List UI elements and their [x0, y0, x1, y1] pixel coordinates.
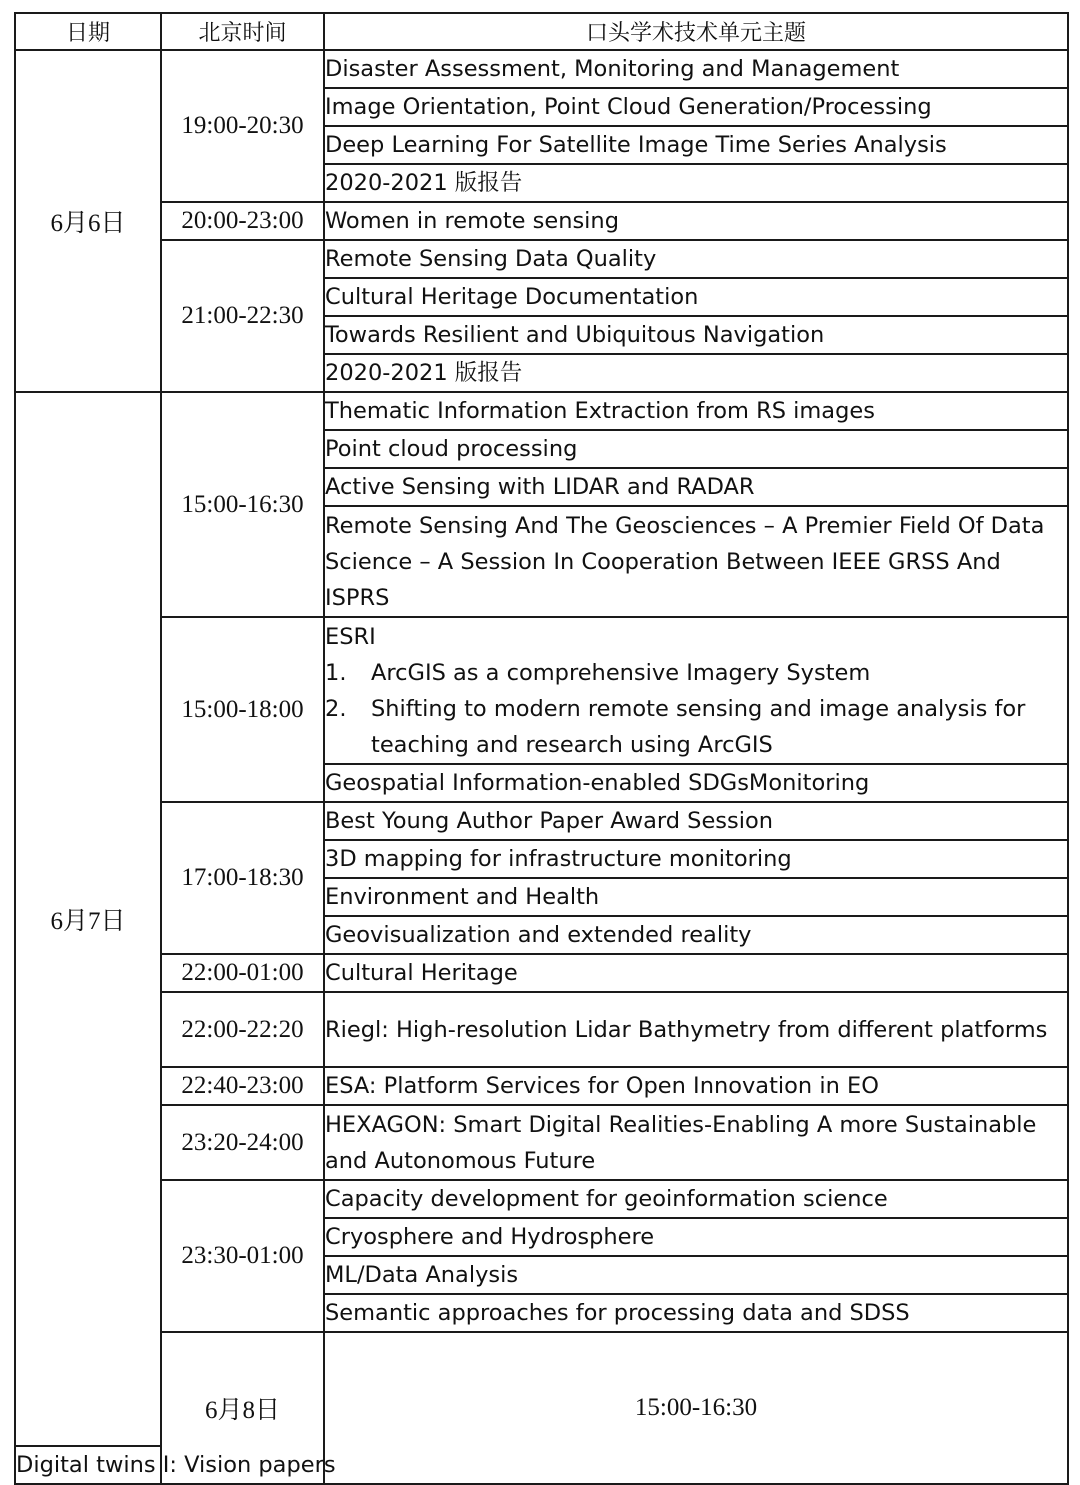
- topic-cell: ESA: Platform Services for Open Innovation in EO: [324, 1067, 1068, 1105]
- header-time: 北京时间: [161, 13, 324, 50]
- topic-cell: Remote Sensing And The Geosciences – A Premier Field Of Data Science – A Session In Cooperation Between IEEE GRSS And ISPRS: [324, 506, 1068, 617]
- topic-cell: Remote Sensing Data Quality: [324, 240, 1068, 278]
- date-cell: 6月7日: [15, 392, 161, 1446]
- topic-cell: Active Sensing with LIDAR and RADAR: [324, 468, 1068, 506]
- session-schedule-table: [14, 12, 1069, 1485]
- time-cell: 15:00-18:00: [161, 617, 324, 802]
- topic-cell: Digital twins I: Vision papers: [15, 1446, 161, 1484]
- time-cell: 22:00-22:20: [161, 992, 324, 1067]
- topic-cell: Cultural Heritage: [324, 954, 1068, 992]
- topic-cell: ML/Data Analysis: [324, 1256, 1068, 1294]
- topic-cell: Environment and Health: [324, 878, 1068, 916]
- topic-cell: HEXAGON: Smart Digital Realities-Enabling A more Sustainable and Autonomous Future: [324, 1105, 1068, 1180]
- topic-cell: Women in remote sensing: [324, 202, 1068, 240]
- topic-cell: Disaster Assessment, Monitoring and Management: [324, 50, 1068, 88]
- topic-cell: Cryosphere and Hydrosphere: [324, 1218, 1068, 1256]
- time-cell: 21:00-22:30: [161, 240, 324, 392]
- time-cell: 23:20-24:00: [161, 1105, 324, 1180]
- topic-cell: Thematic Information Extraction from RS images: [324, 392, 1068, 430]
- topic-cell: Deep Learning For Satellite Image Time Series Analysis: [324, 126, 1068, 164]
- date-cell: 6月8日: [161, 1332, 324, 1484]
- time-cell: 22:00-01:00: [161, 954, 324, 992]
- topic-cell-esri: [324, 617, 1068, 764]
- header-topic: 口头学术技术单元主题: [324, 13, 1068, 50]
- time-cell: 20:00-23:00: [161, 202, 324, 240]
- topic-cell: Best Young Author Paper Award Session: [324, 802, 1068, 840]
- time-cell: 15:00-16:30: [161, 392, 324, 617]
- esri-list: [325, 655, 1067, 763]
- topic-cell: 2020-2021 版报告: [324, 354, 1068, 392]
- header-date: 日期: [15, 13, 161, 50]
- time-cell: 23:30-01:00: [161, 1180, 324, 1332]
- topic-cell: Geovisualization and extended reality: [324, 916, 1068, 954]
- esri-title: ESRI: [325, 623, 376, 650]
- esri-list-item: [325, 691, 1067, 763]
- time-cell: 17:00-18:30: [161, 802, 324, 954]
- topic-cell: 2020-2021 版报告: [324, 164, 1068, 202]
- time-cell: 22:40-23:00: [161, 1067, 324, 1105]
- topic-cell: Towards Resilient and Ubiquitous Navigation: [324, 316, 1068, 354]
- topic-cell: Cultural Heritage Documentation: [324, 278, 1068, 316]
- topic-cell: Geospatial Information-enabled SDGsMonitoring: [324, 764, 1068, 802]
- time-cell: 15:00-16:30: [324, 1332, 1068, 1484]
- topic-cell: Semantic approaches for processing data and SDSS: [324, 1294, 1068, 1332]
- topic-cell: Capacity development for geoinformation science: [324, 1180, 1068, 1218]
- topic-cell: Riegl: High-resolution Lidar Bathymetry from different platforms: [324, 992, 1068, 1067]
- esri-item-text: Shifting to modern remote sensing and image analysis for teaching and research using ArcGIS: [371, 695, 1026, 758]
- topic-cell: Point cloud processing: [324, 430, 1068, 468]
- topic-cell: Image Orientation, Point Cloud Generation/Processing: [324, 88, 1068, 126]
- esri-list-item: [325, 655, 1067, 691]
- esri-item-number: 1.: [325, 659, 347, 686]
- esri-item-text: ArcGIS as a comprehensive Imagery System: [371, 659, 871, 686]
- date-cell: 6月6日: [15, 50, 161, 392]
- esri-item-number: 2.: [325, 695, 347, 722]
- topic-cell: 3D mapping for infrastructure monitoring: [324, 840, 1068, 878]
- time-cell: 19:00-20:30: [161, 50, 324, 202]
